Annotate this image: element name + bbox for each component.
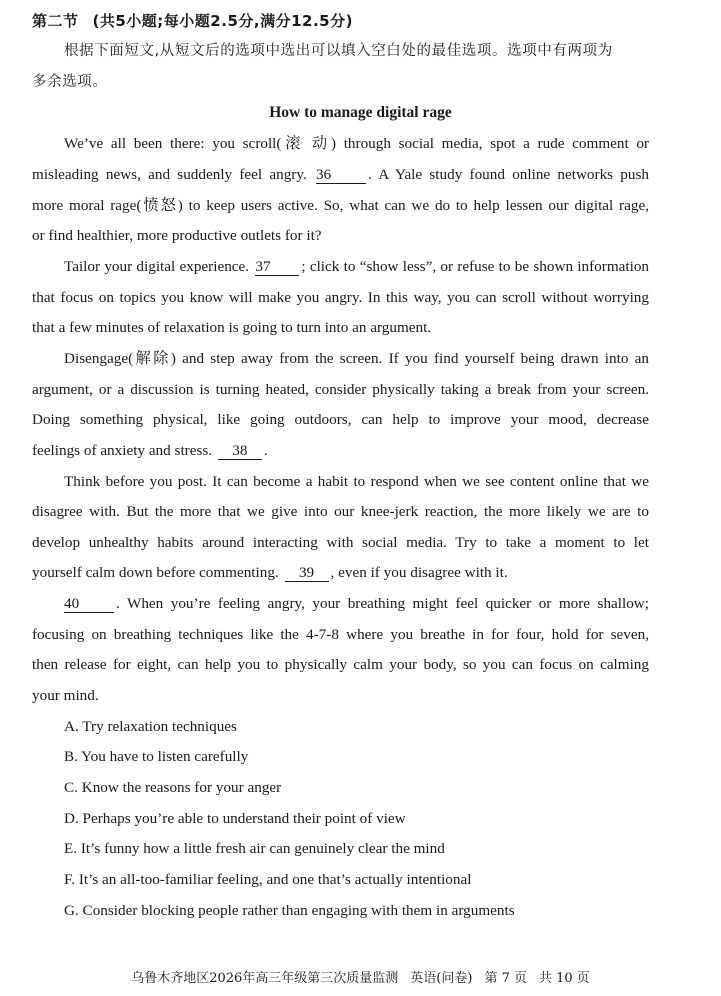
p2-line-1-text-a: Tailor your digital experience.: [64, 258, 250, 275]
p3-line-1: Disengage(解除) and step away from the screen. If you find yourself being drawn into an: [64, 350, 649, 367]
p1-line-2-text-b: . A Yale study found online networks push: [368, 166, 649, 183]
p4-line-1: Think before you post. It can become a habit to respond when we see content online that we: [64, 473, 649, 490]
p2-line-1: [64, 257, 649, 277]
passage-title: How to manage digital rage: [269, 104, 452, 121]
blank-39: 39: [285, 565, 329, 582]
blank-40: 40: [64, 596, 114, 613]
option-g: G. Consider blocking people rather than engaging with them in arguments: [64, 902, 515, 919]
option-a: A. Try relaxation techniques: [64, 718, 237, 735]
option-f: F. It’s an all-too-familiar feeling, and one that’s actually intentional: [64, 871, 472, 888]
instructions-line-1: 根据下面短文,从短文后的选项中选出可以填入空白处的最佳选项。选项中有两项为: [64, 43, 613, 59]
option-c: C. Know the reasons for your anger: [64, 779, 282, 796]
footer-exam-name: 乌鲁木齐地区2026年高三年级第三次质量监测: [131, 971, 399, 986]
p4-line-4-text-b: , even if you disagree with it.: [330, 564, 508, 581]
p1-line-3: more moral rage(愤怒) to keep users active. So, what can we do to help lessen our digital rage,: [32, 197, 649, 214]
p3-line-4-text-a: feelings of anxiety and stress.: [32, 442, 213, 459]
p4-line-3: develop unhealthy habits around interacting with social media. Try to take a moment to let: [32, 534, 649, 551]
option-d: D. Perhaps you’re able to understand their point of view: [64, 810, 406, 827]
blank-38: 38: [218, 443, 262, 460]
page-footer: [0, 967, 721, 986]
p3-line-4-text-b: .: [263, 442, 268, 459]
option-b: B. You have to listen carefully: [64, 748, 249, 765]
p1-line-1: We’ve all been there: you scroll(滚 动) through social media, spot a rude comment or: [64, 135, 649, 152]
footer-total-pages: 共 10 页: [538, 971, 590, 986]
p5-line-1: [64, 594, 649, 614]
p2-line-3: that a few minutes of relaxation is going to turn into an argument.: [32, 319, 432, 336]
option-e: E. It’s funny how a little fresh air can genuinely clear the mind: [64, 840, 445, 857]
section-label: 第二节: [32, 12, 79, 30]
p3-line-4: [32, 441, 649, 461]
p1-line-4: or find healthier, more productive outlets for it?: [32, 227, 322, 244]
p4-line-4-text-a: yourself calm down before commenting.: [32, 564, 279, 581]
p2-line-2: that focus on topics you know will make you angry. In this way, you can scroll without worrying: [32, 289, 649, 306]
p1-line-2-text-a: misleading news, and suddenly feel angry.: [32, 166, 307, 183]
instructions-line-2: 多余选项。: [32, 74, 108, 90]
section-heading: [32, 10, 353, 31]
p4-line-2: disagree with. But the more that we give into our knee-jerk reaction, the more likely we are to: [32, 503, 649, 520]
p2-line-1-text-b: ; click to “show less”, or refuse to be shown information: [301, 258, 650, 275]
p5-line-4: your mind.: [32, 687, 99, 704]
p5-line-3: then release for eight, can help you to physically calm your body, so you can focus on calming: [32, 656, 649, 673]
footer-subject: 英语(问卷): [410, 971, 473, 986]
footer-page-number: 第 7 页: [484, 971, 527, 986]
p3-line-2: argument, or a discussion is turning heated, consider physically taking a break from your screen.: [32, 381, 649, 398]
p1-line-2: [32, 165, 649, 185]
p3-line-3: Doing something physical, like going outdoors, can help to improve your mood, decrease: [32, 411, 649, 428]
p5-line-1-text-b: . When you’re feeling angry, your breathing might feel quicker or more shallow;: [116, 595, 649, 612]
p5-line-2: focusing on breathing techniques like the 4-7-8 where you breathe in for four, hold for seven,: [32, 626, 649, 643]
p4-line-4: [32, 563, 649, 583]
blank-36: 36: [316, 167, 366, 184]
blank-37: 37: [255, 259, 299, 276]
section-rules: (共5小题;每小题2.5分,满分12.5分): [92, 12, 353, 30]
